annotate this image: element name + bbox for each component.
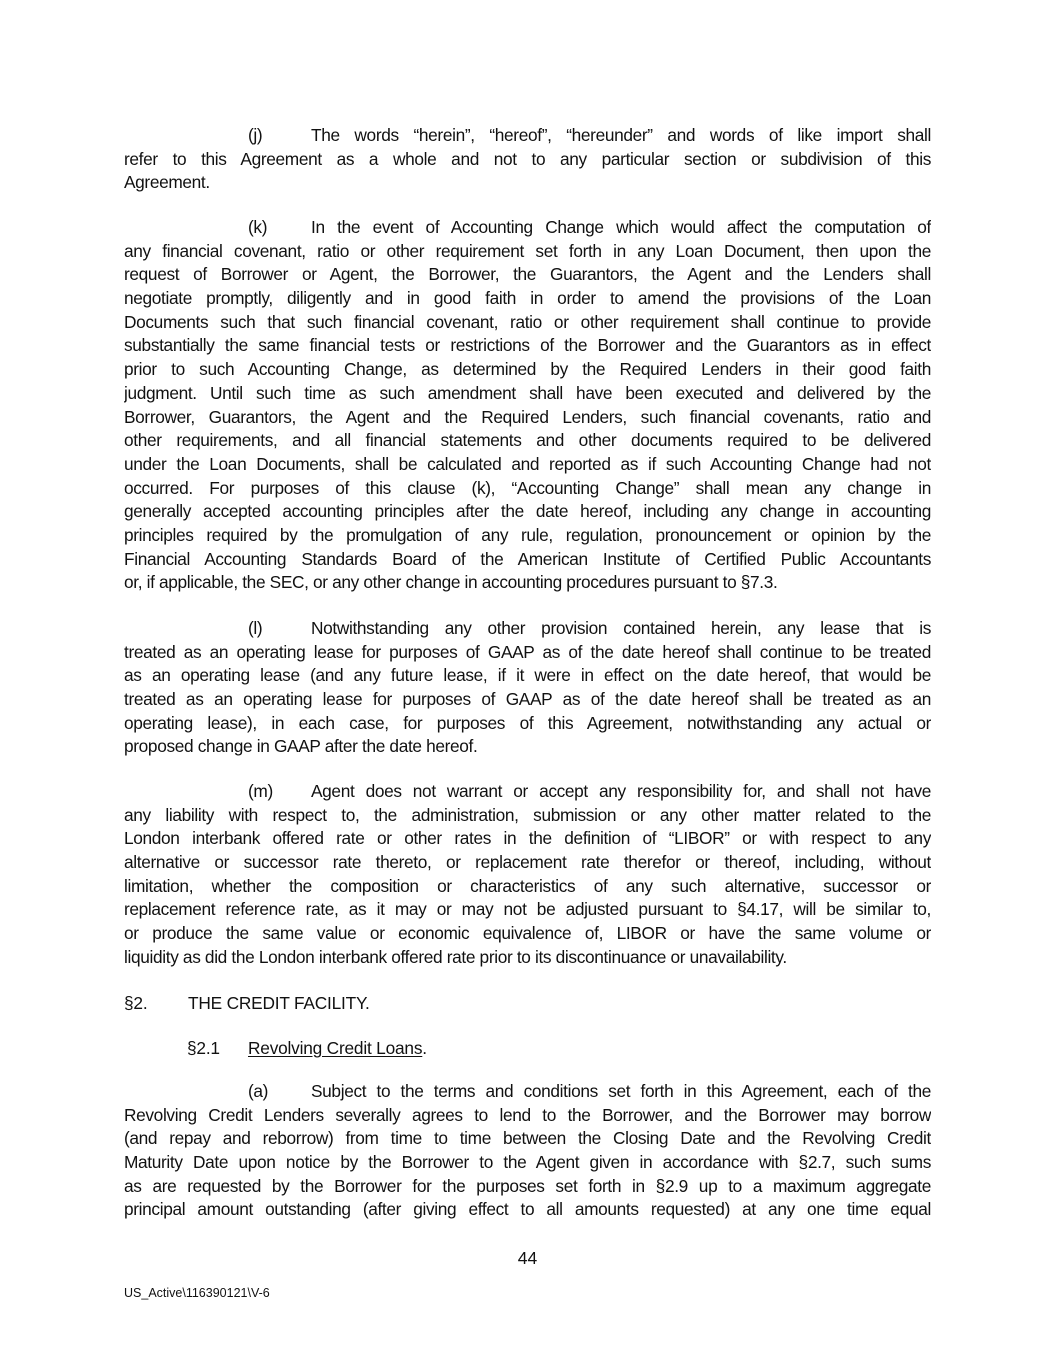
section-heading bbox=[124, 991, 370, 1015]
paragraph-line: judgment. Until such time as such amendment shall have been executed and delivered by the bbox=[124, 382, 931, 403]
clause-label: (k) bbox=[248, 217, 268, 237]
paragraph-l bbox=[124, 617, 931, 759]
paragraph-m bbox=[124, 780, 931, 970]
paragraph-line: under the Loan Documents, shall be calculated and reported as if such Accounting Change had not bbox=[124, 453, 931, 474]
paragraph-line: alternative or successor rate thereto, or replacement rate therefor or thereof, including, without bbox=[124, 852, 931, 873]
paragraph-line: any financial covenant, ratio or other requirement set forth in any Loan Document, then upon the bbox=[124, 240, 931, 261]
paragraph-line: generally accepted accounting principles after the date hereof, including any change in accounting bbox=[124, 501, 931, 522]
paragraph-line: or, if applicable, the SEC, or any other change in accounting procedures pursuant to §7.3. bbox=[124, 572, 778, 593]
paragraph-line: Revolving Credit Lenders severally agrees to lend to the Borrower, and the Borrower may borrow bbox=[124, 1104, 931, 1125]
subsection-title: Revolving Credit Loans bbox=[248, 1038, 423, 1058]
section-title: THE CREDIT FACILITY. bbox=[188, 993, 370, 1013]
clause-label: (m) bbox=[248, 781, 273, 801]
paragraph-j bbox=[124, 124, 931, 195]
paragraph-line: request of Borrower or Agent, the Borrower, the Guarantors, the Agent and the Lenders shall bbox=[124, 264, 931, 285]
paragraph-line: Documents such that such financial covenant, ratio or other requirement shall continue to provide bbox=[124, 311, 931, 332]
paragraph-line: (j) The words “herein”, “hereof”, “hereunder” and words of like import shall bbox=[124, 124, 931, 148]
paragraph-a bbox=[124, 1080, 931, 1222]
section-number: §2. bbox=[124, 993, 148, 1013]
page-number: 44 bbox=[517, 1248, 538, 1268]
subsection-heading: §2.1 Revolving Credit Loans. bbox=[187, 1038, 427, 1058]
paragraph-line: liquidity as did the London interbank offered rate prior to its discontinuance or unavailability. bbox=[124, 946, 787, 967]
paragraph-line: Agreement. bbox=[124, 172, 210, 193]
paragraph-line: other requirements, and all financial statements and other documents required to be delivered bbox=[124, 430, 931, 451]
paragraph-line: principal amount outstanding (after giving effect to all amounts requested) at any one time equal bbox=[124, 1199, 931, 1220]
subsection-number: §2.1 bbox=[187, 1038, 220, 1058]
paragraph-line: replacement reference rate, as it may or may not be adjusted pursuant to §4.17, will be similar to, bbox=[124, 899, 931, 920]
paragraph-line: prior to such Accounting Change, as determined by the Required Lenders in their good faith bbox=[124, 359, 931, 380]
paragraph-line: Maturity Date upon notice by the Borrower to the Agent given in accordance with §2.7, such sums bbox=[124, 1152, 931, 1173]
paragraph-line: refer to this Agreement as a whole and not to any particular section or subdivision of this bbox=[124, 148, 931, 169]
paragraph-line: treated as an operating lease for purposes of GAAP as of the date hereof shall be treated as an bbox=[124, 689, 931, 710]
document-footer-id: US_Active\116390121\V-6 bbox=[124, 1286, 270, 1300]
clause-label: (l) bbox=[248, 618, 263, 638]
paragraph-line: (m) Agent does not warrant or accept any responsibility for, and shall not have bbox=[124, 780, 931, 804]
paragraph-line: Borrower, Guarantors, the Agent and the Required Lenders, such financial covenants, ratio and bbox=[124, 406, 931, 427]
paragraph-line: (l) Notwithstanding any other provision contained herein, any lease that is bbox=[124, 617, 931, 641]
paragraph-line: London interbank offered rate or other rates in the definition of “LIBOR” or with respect to any bbox=[124, 828, 931, 849]
paragraph-line: (and repay and reborrow) from time to time between the Closing Date and the Revolving Credit bbox=[124, 1128, 931, 1149]
paragraph-line: (a) Subject to the terms and conditions set forth in this Agreement, each of the bbox=[124, 1080, 931, 1104]
paragraph-line: operating lease), in each case, for purposes of this Agreement, notwithstanding any actual or bbox=[124, 712, 931, 733]
paragraph-line: (k) In the event of Accounting Change which would affect the computation of bbox=[124, 216, 931, 240]
paragraph-line: limitation, whether the composition or characteristics of any such alternative, successor or bbox=[124, 875, 931, 896]
paragraph-k bbox=[124, 216, 931, 595]
paragraph-line: Financial Accounting Standards Board of the American Institute of Certified Public Accountants bbox=[124, 548, 931, 569]
clause-label: (j) bbox=[248, 125, 263, 145]
paragraph-line: treated as an operating lease for purposes of GAAP as of the date hereof shall continue to be treated bbox=[124, 641, 931, 662]
paragraph-line: negotiate promptly, diligently and in good faith in order to amend the provisions of the Loan bbox=[124, 288, 931, 309]
paragraph-line: occurred. For purposes of this clause (k), “Accounting Change” shall mean any change in bbox=[124, 477, 931, 498]
paragraph-line: substantially the same financial tests or restrictions of the Borrower and the Guarantors as in effect bbox=[124, 335, 931, 356]
paragraph-line: as are requested by the Borrower for the purposes set forth in §2.9 up to a maximum aggregate bbox=[124, 1175, 931, 1196]
paragraph-line: as an operating lease (and any future lease, if it were in effect on the date hereof, that would be bbox=[124, 665, 931, 686]
paragraph-line: principles required by the promulgation of any rule, regulation, pronouncement or opinion by the bbox=[124, 524, 931, 545]
paragraph-line: or produce the same value or economic equivalence of, LIBOR or have the same volume or bbox=[124, 923, 931, 944]
clause-label: (a) bbox=[248, 1081, 269, 1101]
paragraph-line: proposed change in GAAP after the date hereof. bbox=[124, 736, 478, 757]
paragraph-line: any liability with respect to, the administration, submission or any other matter related to the bbox=[124, 804, 931, 825]
